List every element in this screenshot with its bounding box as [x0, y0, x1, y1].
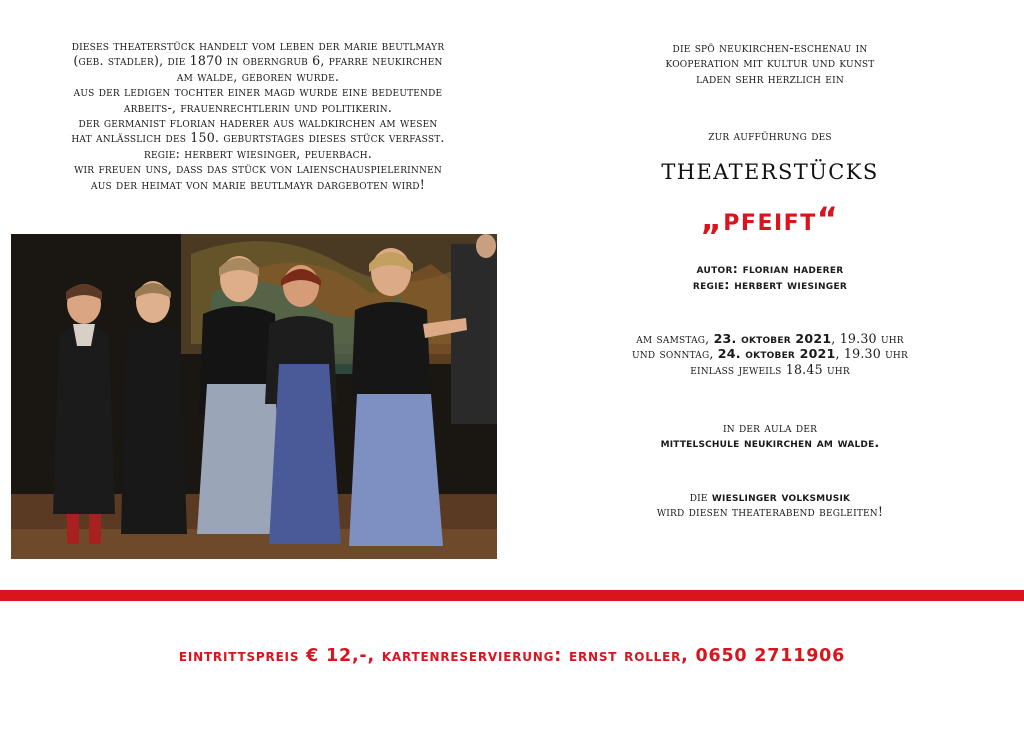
cast-caption-4 — [277, 718, 367, 748]
cast-caption-3 — [195, 718, 285, 748]
venue-pre: in der aula der — [722, 420, 818, 435]
music-name: wieslinger volksmusik — [711, 489, 851, 504]
dates — [560, 331, 980, 377]
pre-title: zur aufführung des — [708, 128, 832, 143]
cast-caption-2 — [115, 718, 205, 748]
music — [560, 489, 980, 520]
author-line: autor: florian haderer — [696, 261, 844, 276]
date-value: 23. oktober 2021 — [713, 331, 832, 346]
invitation-line: laden sehr herzlich ein — [696, 70, 844, 86]
venue-name-text: mittelschule neukirchen am walde. — [660, 435, 880, 451]
cast-first-name: franziska — [295, 719, 349, 732]
play-title: „pfeift“ — [700, 200, 840, 238]
intro-line: (geb. stadler), die 1870 in oberngrub 6, pfarre neukirchen — [73, 53, 443, 69]
intro-line: hat anlässlich des 150. geburtstages dieses stück verfasst. — [71, 130, 445, 146]
date-time: , 19.30 uhr — [835, 346, 908, 362]
invitation-line: die spö neukirchen-eschenau in — [672, 40, 868, 55]
cast-first-name: birgit — [143, 719, 177, 732]
intro-line: der germanist florian haderer aus waldkirchen am wesen — [78, 115, 438, 131]
title-theaterstuecks: theaterstücks — [661, 152, 879, 187]
cast-last-name: litzlbauer — [210, 734, 270, 747]
cast-last-name: romanik — [137, 734, 183, 747]
cast-last-name: peham — [400, 734, 436, 747]
cast-last-name: oberauer — [296, 734, 348, 747]
intro-line: wir freuen uns, dass das stück von laienschauspielerinnen — [74, 161, 442, 177]
intro-line: aus der ledigen tochter einer magd wurde eine bedeutende — [73, 84, 443, 100]
venue-name — [560, 435, 980, 450]
date-time: , 19.30 uhr — [831, 331, 904, 346]
credits — [560, 261, 980, 293]
date-value: 24. oktober 2021 — [717, 346, 836, 362]
admission-line: einlass jeweils 18.45 uhr — [690, 361, 850, 377]
venue — [560, 420, 980, 451]
music-line-1 — [560, 489, 980, 504]
date-line-2 — [560, 346, 980, 361]
director-line: regie: herbert wiesinger — [692, 277, 848, 292]
footer-ticket-info: eintrittspreis € 12,-, kartenreservierung: ernst roller, 0650 2711906 — [178, 646, 846, 666]
intro-line: arbeits-, frauenrechtlerin und politikerin. — [123, 99, 393, 115]
red-divider — [0, 590, 1024, 601]
date-prefix: am samstag, — [636, 331, 714, 346]
date-line-1 — [560, 331, 980, 346]
intro-line: regie: herbert wiesinger, peuerbach. — [143, 145, 373, 161]
cast-first-name: traudi — [400, 719, 436, 732]
cast-caption-1 — [28, 718, 118, 748]
cast-first-name: monika — [220, 719, 260, 732]
intro-line: aus der heimat von marie beutlmayr dargeboten wird! — [91, 176, 425, 192]
cast-first-name: corinna — [50, 719, 96, 732]
intro-line: dieses theaterstück handelt vom leben der marie beutlmayr — [71, 38, 445, 53]
intro-line: am walde, geboren wurde. — [176, 68, 340, 84]
cast-caption-5 — [373, 718, 463, 748]
invitation-line: kooperation mit kultur und kunst — [665, 55, 875, 71]
intro-text — [20, 38, 496, 192]
invitation-text — [560, 40, 980, 86]
cast-last-name: denk — [59, 734, 87, 747]
date-prefix: und sonntag, — [632, 346, 718, 362]
cast-photo-illustration — [11, 234, 497, 559]
cast-photo — [11, 234, 497, 747]
music-line-2: wird diesen theaterabend begleiten! — [656, 504, 884, 520]
music-pre: die — [689, 489, 712, 504]
